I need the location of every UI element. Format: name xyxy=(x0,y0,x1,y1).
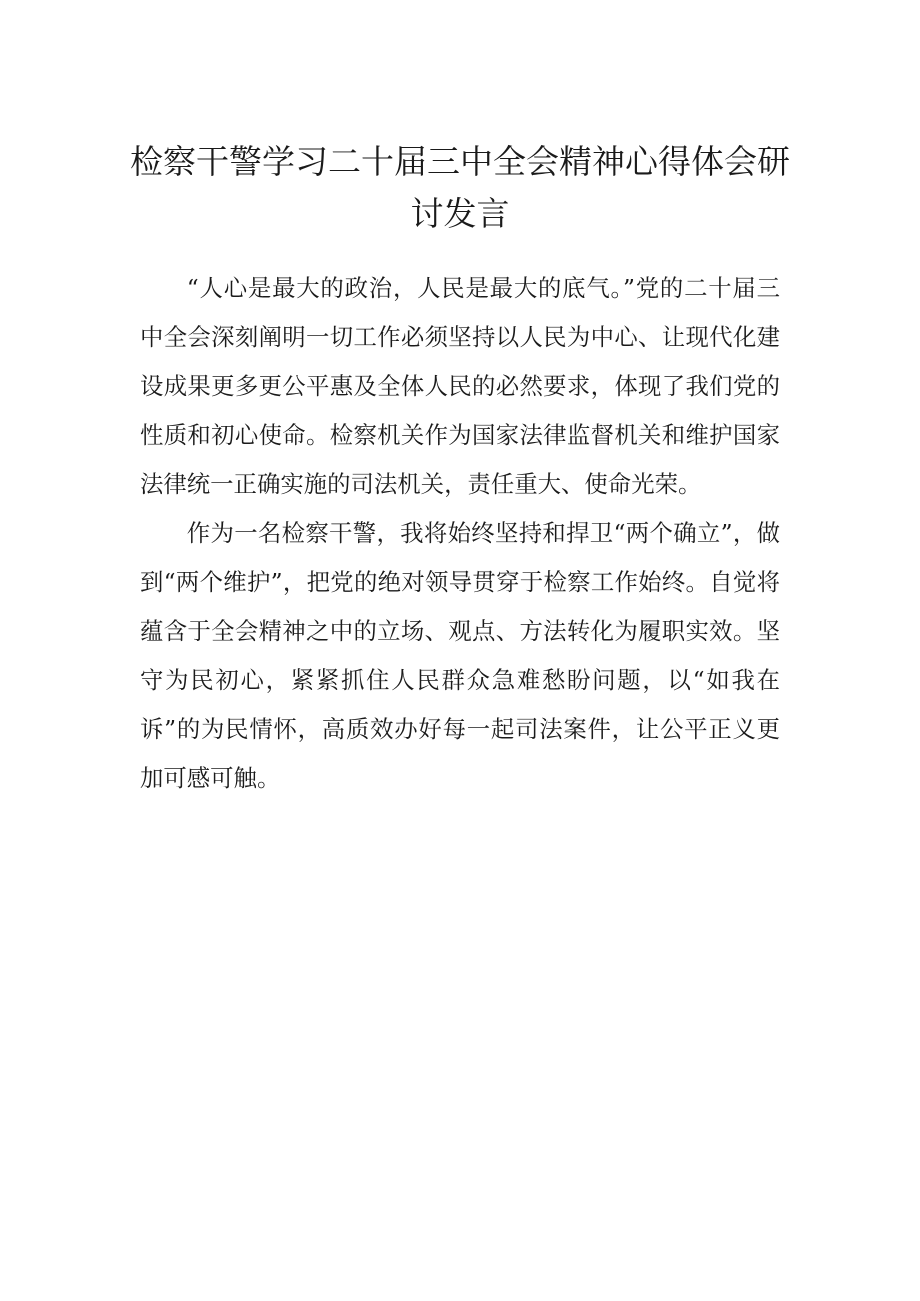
paragraph-1: “人心是最大的政治，人民是最大的底气。”党的二十届三中全会深刻阐明一切工作必须坚持以人民为中心、让现代化建设成果更多更公平惠及全体人民的必然要求，体现了我们党的性质和初心使命。检察机关作为国家法律监督机关和维护国家法律统一正确实施的司法机关，责任重大、使命光荣。 xyxy=(140,274,780,498)
document-body xyxy=(140,264,780,803)
paragraph-2: 作为一名检察干警，我将始终坚持和捍卫“两个确立”，做到“两个维护”，把党的绝对领导贯穿于检察工作始终。自觉将蕴含于全会精神之中的立场、观点、方法转化为履职实效。坚守为民初心，紧紧抓住人民群众急难愁盼问题，以“如我在诉”的为民情怀，高质效办好每一起司法案件，让公平正义更加可感可触。 xyxy=(140,519,780,792)
document-title: 检察干警学习二十届三中全会精神心得体会研讨发言 xyxy=(130,142,790,233)
